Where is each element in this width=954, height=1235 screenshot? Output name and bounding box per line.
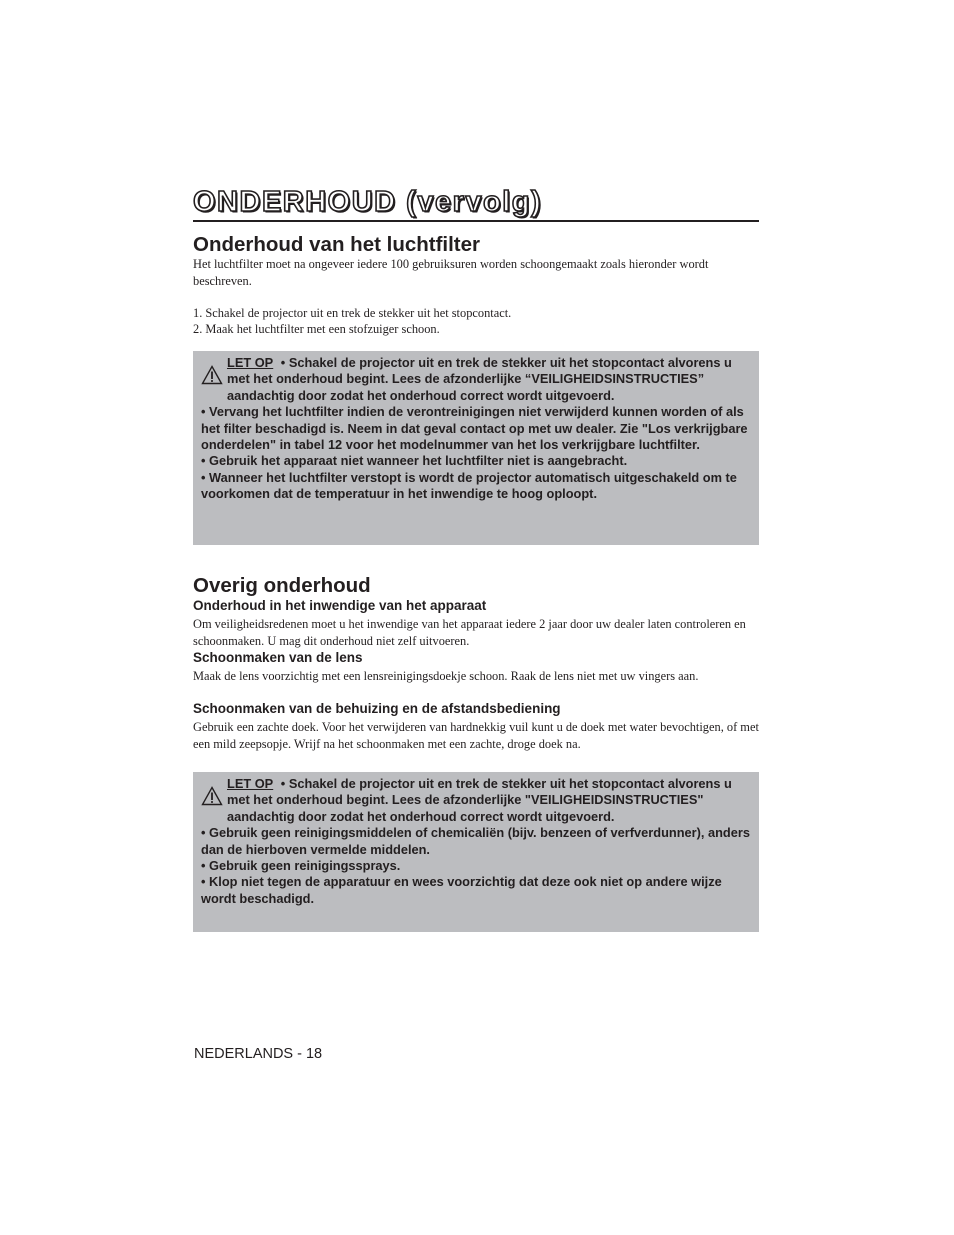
page-footer: NEDERLANDS - 18: [194, 1046, 323, 1062]
caution-box: [193, 351, 759, 545]
caution-item: • Klop niet tegen de apparatuur en wees voorzichtig dat deze ook niet op andere wijze wordt beschadigd.: [201, 874, 722, 906]
caution-item: • Wanneer het luchtfilter verstopt is wordt de projector automatisch uitgeschakeld om te voorkomen dat de temperatuur in het inwendige te hoog oploopt.: [201, 469, 737, 502]
caution-first-item: • Schakel de projector uit en trek de stekker uit het stopcontact alvorens u met het onderhoud begint. Lees de afzonderlijke “VEILIGHEIDSINSTRUCTIES” aandachtig door zodat het onderhoud correct wordt uitgevoerd.: [227, 355, 732, 403]
caution-item: • Vervang het luchtfilter indien de verontreinigingen niet verwijderd kunnen worden of als het filter beschadigd is. Neem in dat geval contact op met uw dealer. Zie "Los verkrijgbare onderdelen" in tabel 12 voor het modelnummer van het los verkrijgbare luchtfilter.: [201, 404, 748, 453]
page-title: ONDERHOUD (vervolg): [193, 186, 543, 218]
subheading-housing: Schoonmaken van de behuizing en de afstandsbediening: [193, 701, 561, 716]
caution-label: LET OP: [227, 776, 274, 791]
interior-text: Om veiligheidsredenen moet u het inwendige van het apparaat iedere 2 jaar door uw dealer laten controleren en schoonmaken. U mag dit onderhoud niet zelf uitvoeren.: [193, 617, 746, 648]
caution-box: [193, 772, 759, 932]
subheading-interior: Onderhoud in het inwendige van het apparaat: [193, 598, 487, 613]
caution-item: • Gebruik geen reinigingssprays.: [201, 858, 401, 874]
lens-text: Maak de lens voorzichtig met een lensreinigingsdoekje schoon. Raak de lens niet met uw vingers aan.: [193, 669, 699, 683]
title-divider: [193, 220, 759, 222]
section-heading-other-maintenance: Overig onderhoud: [193, 574, 371, 597]
caution-item: • Gebruik geen reinigingsmiddelen of chemicaliën (bijv. benzeen of verfverdunner), anders dan de hierboven vermelde middelen.: [201, 825, 750, 857]
caution-first-item: • Schakel de projector uit en trek de stekker uit het stopcontact alvorens u met het onderhoud begint. Lees de afzonderlijke "VEILIGHEIDSINSTRUCTIES" aandachtig door zodat het onderhoud correct wordt uitgevoerd.: [227, 776, 732, 824]
caution-item: • Gebruik het apparaat niet wanneer het luchtfilter niet is aangebracht.: [201, 453, 628, 469]
warning-triangle-icon: [201, 776, 227, 825]
warning-triangle-icon: [201, 355, 227, 404]
air-filter-intro: Het luchtfilter moet na ongeveer iedere 100 gebruiksuren worden schoongemaakt zoals hieronder wordt beschreven.: [193, 257, 709, 288]
subheading-lens: Schoonmaken van de lens: [193, 650, 363, 665]
step-item: 1. Schakel de projector uit en trek de stekker uit het stopcontact.: [193, 306, 512, 320]
section-heading-air-filter: Onderhoud van het luchtfilter: [193, 233, 481, 256]
step-item: 2. Maak het luchtfilter met een stofzuiger schoon.: [193, 322, 440, 336]
caution-label: LET OP: [227, 355, 274, 370]
housing-text: Gebruik een zachte doek. Voor het verwijderen van hardnekkig vuil kunt u de doek met water bevochtigen, of met een mild zeepsopje. Wrijf na het schoonmaken met een zachte, droge doek na.: [193, 720, 759, 751]
